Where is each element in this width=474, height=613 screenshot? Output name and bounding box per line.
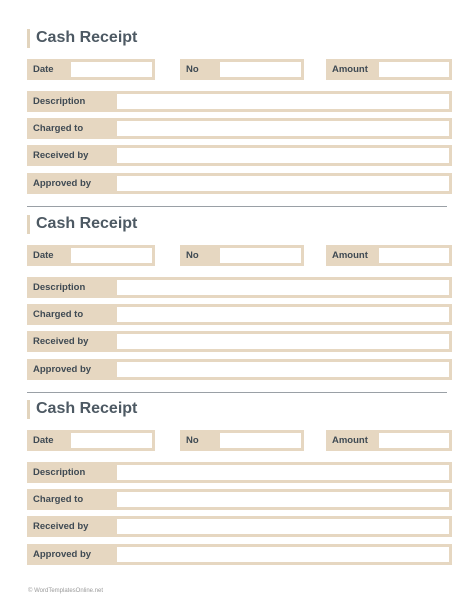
description-value[interactable] xyxy=(117,94,449,109)
amount-value[interactable] xyxy=(379,62,449,77)
approved-by-label: Approved by xyxy=(30,547,117,562)
number-field[interactable] xyxy=(180,430,304,451)
approved-by-label: Approved by xyxy=(30,176,117,191)
date-value[interactable] xyxy=(71,433,152,448)
amount-field[interactable] xyxy=(326,59,452,80)
title-accent-bar xyxy=(27,215,138,234)
received-by-field[interactable] xyxy=(27,331,452,352)
number-value[interactable] xyxy=(220,62,301,77)
section-divider xyxy=(27,392,447,393)
charged-to-label: Charged to xyxy=(30,307,117,322)
number-label: No xyxy=(183,248,220,263)
amount-label: Amount xyxy=(329,248,379,263)
charged-to-value[interactable] xyxy=(117,307,449,322)
received-by-field[interactable] xyxy=(27,145,452,166)
amount-label: Amount xyxy=(329,62,379,77)
date-value[interactable] xyxy=(71,62,152,77)
date-label: Date xyxy=(30,433,71,448)
number-label: No xyxy=(183,62,220,77)
amount-value[interactable] xyxy=(379,248,449,263)
received-by-value[interactable] xyxy=(117,148,449,163)
date-field[interactable] xyxy=(27,59,155,80)
charged-to-field[interactable] xyxy=(27,304,452,325)
approved-by-field[interactable] xyxy=(27,544,452,565)
approved-by-value[interactable] xyxy=(117,547,449,562)
received-by-field[interactable] xyxy=(27,516,452,537)
amount-field[interactable] xyxy=(326,245,452,266)
date-field[interactable] xyxy=(27,245,155,266)
received-by-label: Received by xyxy=(30,334,117,349)
charged-to-value[interactable] xyxy=(117,492,449,507)
charged-to-field[interactable] xyxy=(27,118,452,139)
description-label: Description xyxy=(30,465,117,480)
charged-to-value[interactable] xyxy=(117,121,449,136)
receipt-title: Cash Receipt xyxy=(36,29,138,46)
approved-by-field[interactable] xyxy=(27,359,452,380)
date-value[interactable] xyxy=(71,248,152,263)
receipt-title: Cash Receipt xyxy=(36,400,138,417)
approved-by-value[interactable] xyxy=(117,362,449,377)
received-by-value[interactable] xyxy=(117,334,449,349)
description-label: Description xyxy=(30,94,117,109)
description-field[interactable] xyxy=(27,91,452,112)
charged-to-label: Charged to xyxy=(30,121,117,136)
approved-by-field[interactable] xyxy=(27,173,452,194)
charged-to-label: Charged to xyxy=(30,492,117,507)
amount-field[interactable] xyxy=(326,430,452,451)
number-label: No xyxy=(183,433,220,448)
title-accent-bar xyxy=(27,29,138,48)
number-field[interactable] xyxy=(180,245,304,266)
description-value[interactable] xyxy=(117,465,449,480)
footer-credit: © WordTemplatesOnline.net xyxy=(28,588,104,594)
received-by-label: Received by xyxy=(30,519,117,534)
date-field[interactable] xyxy=(27,430,155,451)
number-value[interactable] xyxy=(220,433,301,448)
charged-to-field[interactable] xyxy=(27,489,452,510)
date-label: Date xyxy=(30,62,71,77)
number-field[interactable] xyxy=(180,59,304,80)
date-label: Date xyxy=(30,248,71,263)
received-by-value[interactable] xyxy=(117,519,449,534)
receipt-title: Cash Receipt xyxy=(36,215,138,232)
approved-by-value[interactable] xyxy=(117,176,449,191)
description-field[interactable] xyxy=(27,277,452,298)
received-by-label: Received by xyxy=(30,148,117,163)
approved-by-label: Approved by xyxy=(30,362,117,377)
description-field[interactable] xyxy=(27,462,452,483)
amount-label: Amount xyxy=(329,433,379,448)
title-accent-bar xyxy=(27,400,138,419)
description-value[interactable] xyxy=(117,280,449,295)
amount-value[interactable] xyxy=(379,433,449,448)
section-divider xyxy=(27,206,447,207)
number-value[interactable] xyxy=(220,248,301,263)
description-label: Description xyxy=(30,280,117,295)
